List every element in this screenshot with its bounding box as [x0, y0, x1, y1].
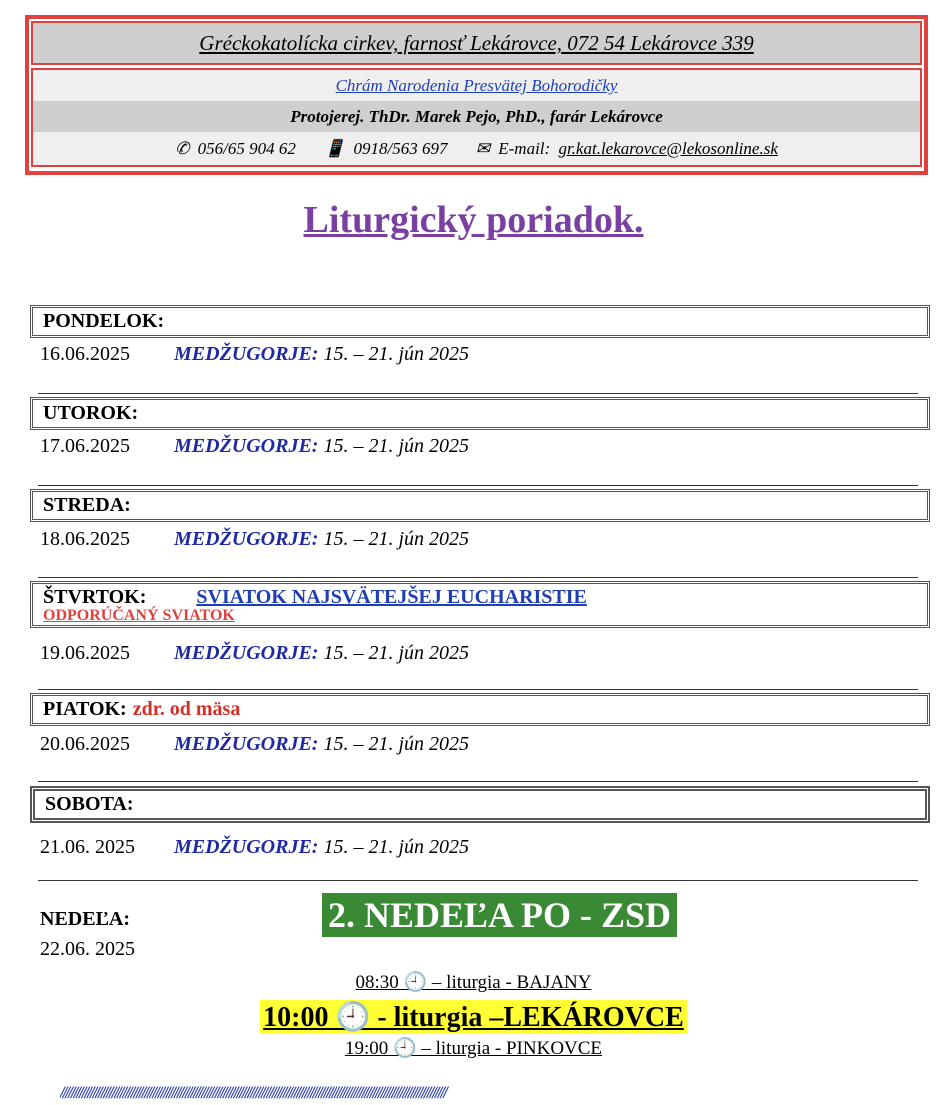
email-icon: ✉ [475, 139, 491, 158]
day-date: 18.06.2025 [40, 528, 130, 550]
event-place: MEDŽUGORJE: [174, 642, 319, 664]
mass-pinkovce: 19:00 🕘 – liturgia - PINKOVCE [344, 1038, 603, 1059]
phone-number[interactable]: 056/65 904 62 [197, 139, 296, 158]
event-place: MEDŽUGORJE: [174, 836, 319, 858]
feast-link[interactable]: SVIATOK NAJSVÄTEJŠEJ EUCHARISTIE [196, 586, 587, 608]
day-date: 19.06.2025 [40, 642, 130, 664]
mobile-number[interactable]: 0918/563 697 [353, 139, 448, 158]
mobile-icon: 📱 [324, 139, 346, 158]
day-date: 16.06.2025 [40, 343, 130, 365]
day-header-monday [30, 305, 930, 338]
event-place: MEDŽUGORJE: [174, 733, 319, 755]
day-entry-friday [40, 733, 469, 756]
day-name: ŠTVRTOK: [43, 586, 147, 608]
email-link[interactable]: gr.kat.lekarovce@lekosonline.sk [558, 139, 778, 158]
mass-lekarovce: 10:00 🕘 - liturgia –LEKÁROVCE [260, 1000, 687, 1034]
parish-name: Gréckokatolícka cirkev, farnosť Lekárovce, 072 54 Lekárovce 339 [31, 21, 922, 65]
email-label: E-mail: [498, 139, 551, 158]
day-date: 20.06.2025 [40, 733, 130, 755]
event-range: 15. – 21. jún 2025 [323, 733, 470, 755]
day-header-tuesday [30, 397, 930, 430]
divider-line [38, 485, 918, 486]
divider-line [38, 577, 918, 578]
sunday-banner: 2. NEDEĽA PO - ZSD [322, 893, 677, 937]
phone-group [175, 139, 300, 158]
priest-name: Protojerej. ThDr. Marek Pejo, PhD., farár Lekárovce [33, 101, 920, 132]
mobile-group [324, 139, 452, 158]
divider-line [38, 393, 918, 394]
divider-line [38, 689, 918, 690]
event-range: 15. – 21. jún 2025 [323, 528, 470, 550]
page-title: Liturgický poriadok. [303, 199, 644, 241]
day-name: STREDA: [43, 494, 131, 516]
event-range: 15. – 21. jún 2025 [323, 343, 470, 365]
day-header-wednesday [30, 489, 930, 522]
day-header-thursday [30, 581, 930, 628]
event-range: 15. – 21. jún 2025 [323, 836, 470, 858]
header-details [31, 68, 922, 167]
sunday-date: 22.06. 2025 [40, 938, 135, 960]
day-entry-thursday [40, 642, 469, 665]
divider-line [38, 781, 918, 782]
day-name: UTOROK: [43, 402, 139, 424]
church-link[interactable]: Chrám Narodenia Presvätej Bohorodičky [33, 70, 920, 101]
mass-bajany-row [0, 970, 947, 994]
parish-header [25, 15, 928, 175]
sunday-name: NEDEĽA: [40, 908, 131, 930]
mass-lekarovce-row [0, 1000, 947, 1034]
mass-pinkovce-row [0, 1036, 947, 1060]
mass-bajany: 08:30 🕘 – liturgia - BAJANY [355, 972, 592, 993]
phone-icon: ✆ [175, 139, 190, 158]
recommended-feast-label[interactable]: ODPORÚČANÝ SVIATOK [43, 607, 235, 624]
event-range: 15. – 21. jún 2025 [323, 435, 470, 457]
decorative-divider: ////////////////////////////////////////////////////////////////////////////////////////////////////////////////////////////////////////////// [60, 1086, 446, 1100]
day-entry-tuesday [40, 435, 469, 458]
day-date: 21.06. 2025 [40, 836, 135, 858]
contact-row [33, 132, 920, 165]
day-header-friday [30, 693, 930, 726]
divider-line [38, 880, 918, 881]
fasting-note: zdr. od mäsa [132, 698, 241, 720]
day-header-saturday [30, 786, 930, 823]
event-place: MEDŽUGORJE: [174, 528, 319, 550]
event-place: MEDŽUGORJE: [174, 435, 319, 457]
day-entry-wednesday [40, 528, 469, 551]
event-range: 15. – 21. jún 2025 [323, 642, 470, 664]
email-group [476, 139, 778, 158]
day-entry-monday [40, 343, 469, 366]
day-name: PIATOK: [43, 698, 127, 720]
day-entry-saturday [40, 836, 469, 859]
day-name: SOBOTA: [45, 793, 134, 815]
day-date: 17.06.2025 [40, 435, 130, 457]
day-name: PONDELOK: [43, 310, 165, 332]
event-place: MEDŽUGORJE: [174, 343, 319, 365]
